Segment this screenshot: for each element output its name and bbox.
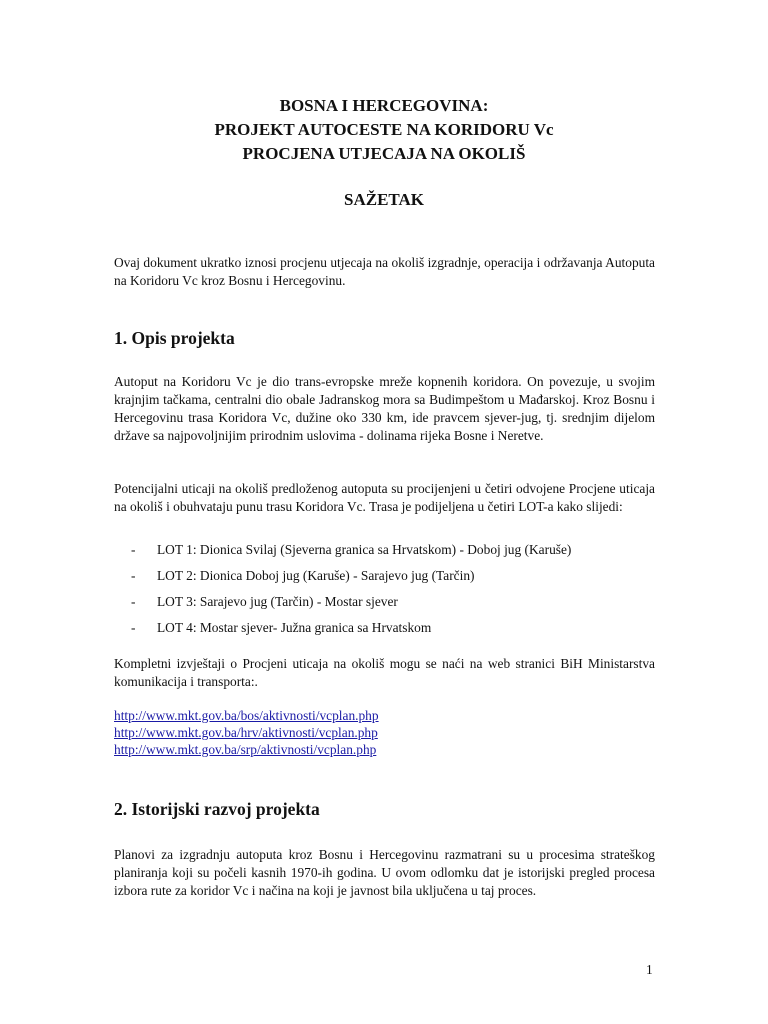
list-item bbox=[114, 541, 655, 567]
lot-item-text: LOT 1: Dionica Svilaj (Sjeverna granica sa Hrvatskom) - Doboj jug (Karuše) bbox=[157, 542, 572, 557]
list-item bbox=[114, 567, 655, 593]
lot-item-text: LOT 3: Sarajevo jug (Tarčin) - Mostar sjever bbox=[157, 594, 398, 609]
link-bos[interactable]: http://www.mkt.gov.ba/bos/aktivnosti/vcplan.php bbox=[114, 708, 379, 723]
intro-paragraph: Ovaj dokument ukratko iznosi procjenu utjecaja na okoliš izgradnje, operacija i održavanja Autoputa na Koridoru Vc kroz Bosnu i Hercegovinu. bbox=[114, 255, 655, 288]
section-1-paragraph-2: Potencijalni uticaji na okoliš predloženog autoputa su procijenjeni u četiri odvojene Procjene uticaja na okoliš i obuhvataju punu trasu Koridora Vc. Trasa je podijeljena u četiri LOT-a kako slijedi: bbox=[114, 481, 655, 514]
section-1-heading: 1. Opis projekta bbox=[114, 328, 235, 348]
title-line-1: BOSNA I HERCEGOVINA: bbox=[279, 96, 489, 115]
section-1-paragraph-1: Autoput na Koridoru Vc je dio trans-evropske mreže kopnenih koridora. On povezuje, u svojim krajnjim tačkama, centralni dio obale Jadranskog mora sa Budimpeštom u Mađarskoj. Kroz Bosnu i Hercegovinu trasa Koridora Vc, dužine oko 330 km, ide pravcem sjever-jug, tj. srednjim dijelom države sa najpovoljnijim prirodnim uslovima - dolinama rijeka Bosne i Neretve. bbox=[114, 374, 655, 443]
list-item bbox=[114, 619, 655, 645]
list-bullet: - bbox=[131, 568, 136, 583]
link-srp[interactable]: http://www.mkt.gov.ba/srp/aktivnosti/vcplan.php bbox=[114, 742, 377, 757]
list-bullet: - bbox=[131, 594, 136, 609]
title-line-3: PROCJENA UTJECAJA NA OKOLIŠ bbox=[242, 144, 526, 163]
summary-heading: SAŽETAK bbox=[344, 190, 424, 209]
list-item bbox=[114, 593, 655, 619]
page-number: 1 bbox=[646, 962, 653, 977]
title-line-2: PROJEKT AUTOCESTE NA KORIDORU Vc bbox=[214, 120, 554, 139]
link-list bbox=[114, 707, 379, 758]
list-bullet: - bbox=[131, 542, 136, 557]
lot-list bbox=[114, 541, 655, 645]
lot-item-text: LOT 4: Mostar sjever- Južna granica sa Hrvatskom bbox=[157, 620, 432, 635]
section-2-paragraph-1: Planovi za izgradnju autoputa kroz Bosnu i Hercegovinu razmatrani su u procesima strateškog planiranja koji su počeli kasnih 1970-ih godina. U ovom odlomku dat je istorijski pregled procesa izbora rute za koridor Vc i načina na koji je javnost bila uključena u taj proces. bbox=[114, 847, 655, 898]
lot-item-text: LOT 2: Dionica Doboj jug (Karuše) - Sarajevo jug (Tarčin) bbox=[157, 568, 475, 583]
section-1-paragraph-3: Kompletni izvještaji o Procjeni uticaja na okoliš mogu se naći na web stranici BiH Ministarstva komunikacija i transporta:. bbox=[114, 656, 655, 689]
link-hrv[interactable]: http://www.mkt.gov.ba/hrv/aktivnosti/vcplan.php bbox=[114, 725, 378, 740]
document-title bbox=[0, 94, 768, 166]
list-bullet: - bbox=[131, 620, 136, 635]
section-2-heading: 2. Istorijski razvoj projekta bbox=[114, 799, 320, 819]
